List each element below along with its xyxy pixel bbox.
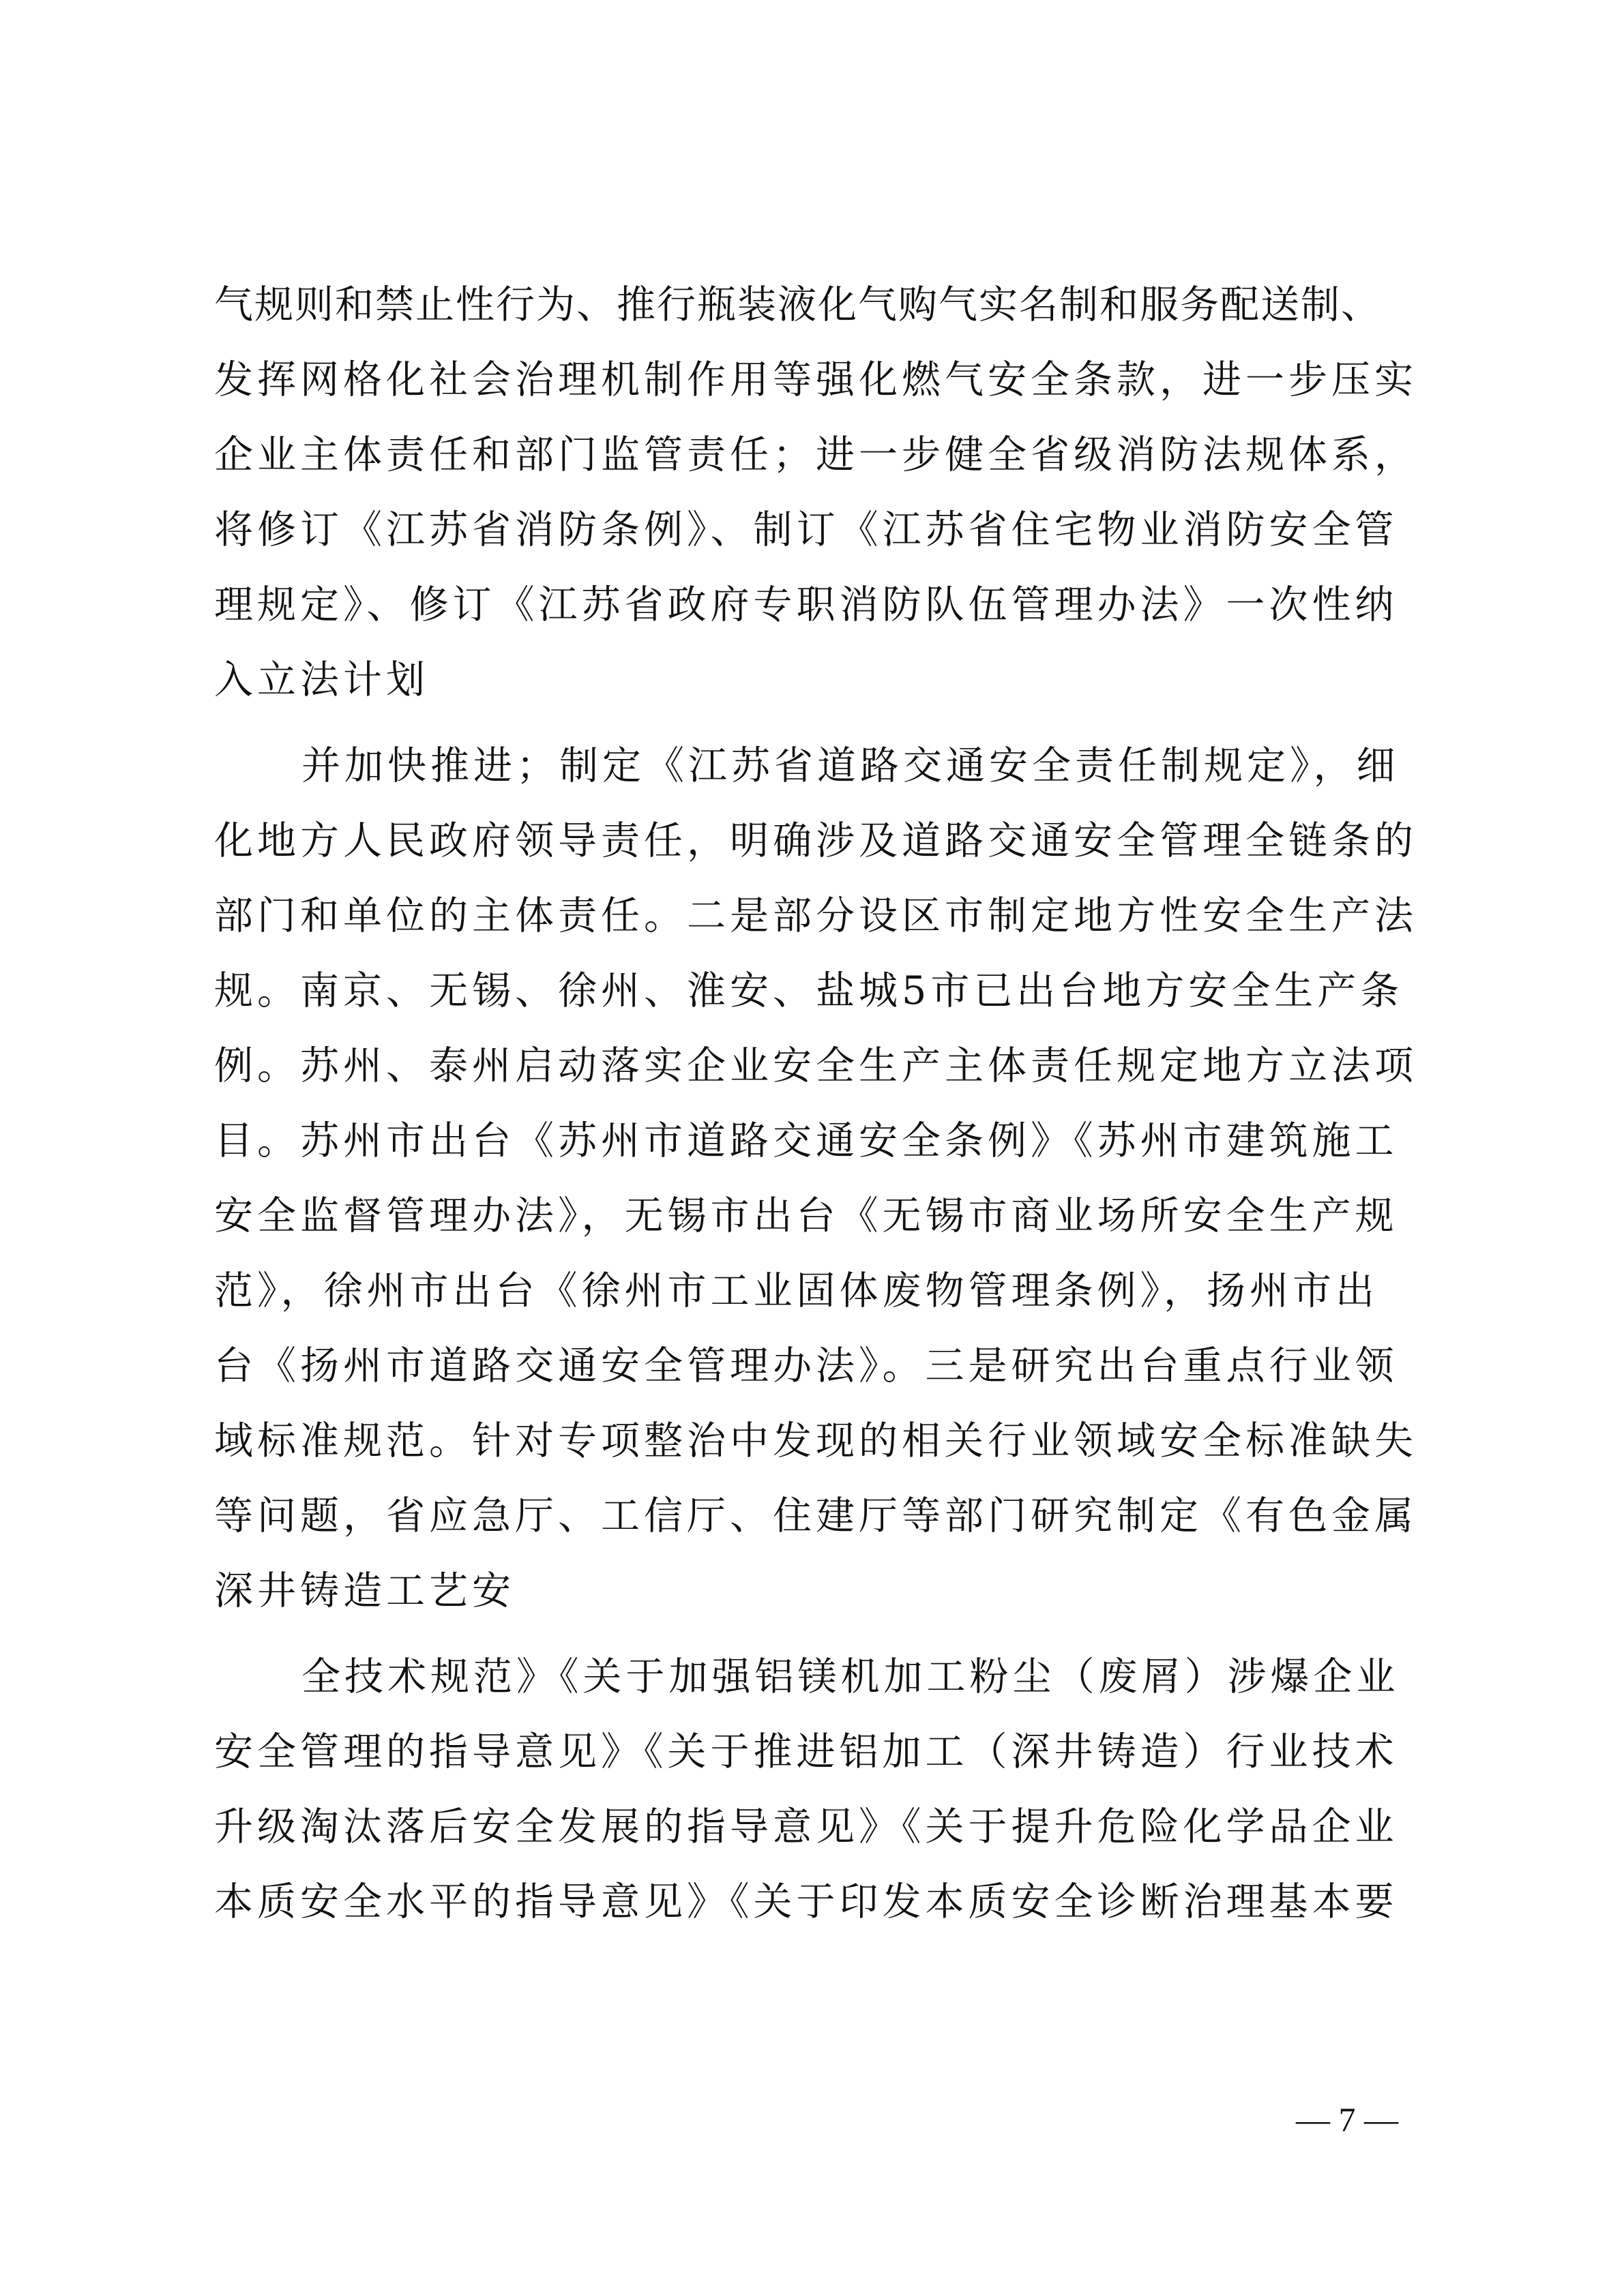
text-line: 安全监督管理办法》，无锡市出台《无锡市商业场所安全生产规 [214,1193,1398,1238]
text-line: 升级淘汰落后安全发展的指导意见》《关于提升危险化学品企业 [214,1804,1398,1849]
text-line: 规。南京、无锡、徐州、淮安、盐城5市已出台地方安全生产条 [214,968,1404,1013]
text-line: 部门和单位的主体责任。二是部分设区市制定地方性安全生产法 [214,893,1417,938]
text-line: 企业主体责任和部门监管责任；进一步健全省级消防法规体系， [214,432,1417,477]
text-line: 入立法计划 [214,657,429,702]
text-line: 域标准规范。针对专项整治中发现的相关行业领域安全标准缺失 [214,1418,1417,1463]
text-line: 例。苏州、泰州启动落实企业安全生产主体责任规定地方立法项 [214,1043,1417,1088]
text-line: 安全管理的指导意见》《关于推进铝加工（深井铸造）行业技术 [214,1729,1398,1774]
text-line: 目。苏州市出台《苏州市道路交通安全条例》《苏州市建筑施工 [214,1118,1398,1163]
text-line: 范》，徐州市出台《徐州市工业固体废物管理条例》，扬州市出 [214,1268,1378,1313]
text-line: 本质安全水平的指导意见》《关于印发本质安全诊断治理基本要 [214,1879,1398,1924]
text-line: 气规则和禁止性行为、推行瓶装液化气购气实名制和服务配送制、 [214,282,1381,327]
page-number: — 7 — [1296,2100,1398,2138]
text-line: 将修订《江苏省消防条例》、制订《江苏省住宅物业消防安全管 [214,507,1398,552]
text-line: 深井铸造工艺安 [214,1568,515,1613]
text-line: 化地方人民政府领导责任，明确涉及道路交通安全管理全链条的 [214,818,1417,863]
text-line: 并加快推进；制定《江苏省道路交通安全责任制规定》，细 [301,743,1400,788]
text-line: 等问题，省应急厅、工信厅、住建厅等部门研究制定《有色金属 [214,1493,1417,1538]
body-text [214,267,1421,1939]
text-line: 全技术规范》《关于加强铝镁机加工粉尘（废屑）涉爆企业 [301,1654,1400,1699]
text-line: 发挥网格化社会治理机制作用等强化燃气安全条款，进一步压实 [214,357,1417,402]
text-line: 台《扬州市道路交通安全管理办法》。三是研究出台重点行业领 [214,1343,1398,1388]
text-line: 理规定》、修订《江苏省政府专职消防队伍管理办法》一次性纳 [214,582,1398,627]
